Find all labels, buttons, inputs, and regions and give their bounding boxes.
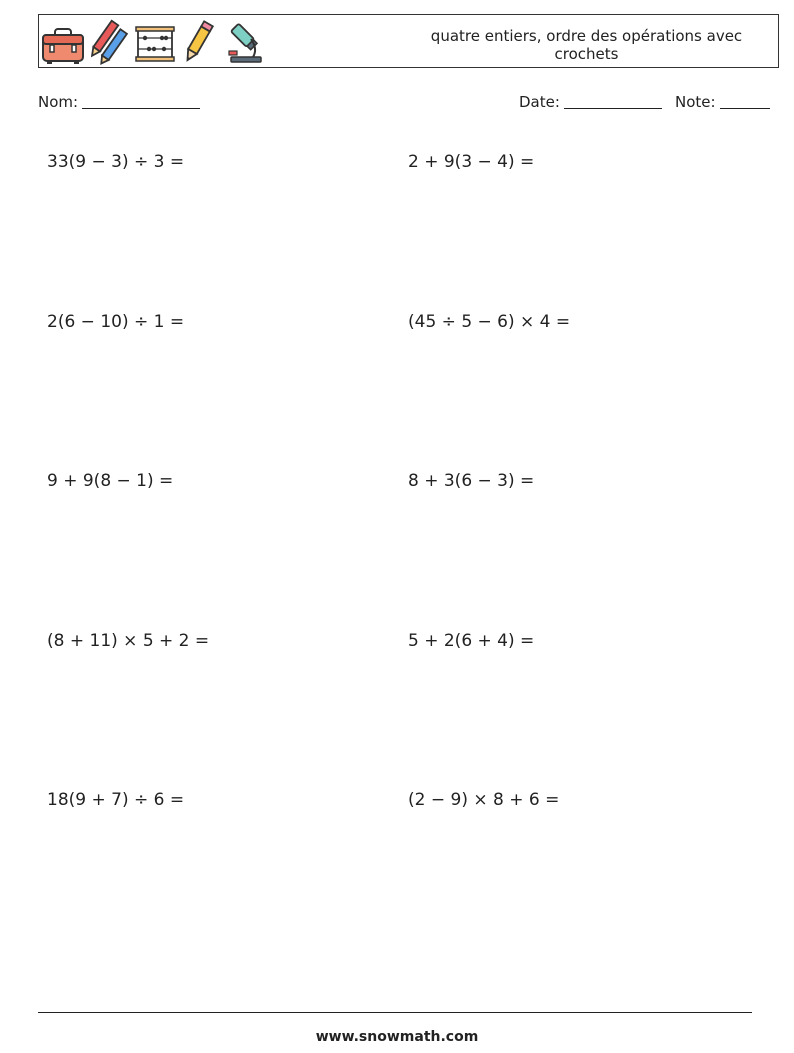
problem-3: 2(6 − 10) ÷ 1 = [47,312,185,332]
problem-7: (8 + 11) × 5 + 2 = [47,631,210,651]
microscope-icon [225,19,265,65]
date-blank-line[interactable] [564,95,662,109]
grade-blank-line[interactable] [720,95,770,109]
name-blank-line[interactable] [82,95,200,109]
problem-10: (2 − 9) × 8 + 6 = [408,790,560,810]
grade-label: Note: [675,93,716,111]
problem-2: 2 + 9(3 − 4) = [408,152,535,172]
problem-4: (45 ÷ 5 − 6) × 4 = [408,312,571,332]
worksheet-header [38,14,779,68]
name-field [38,93,200,111]
abacus-icon [135,19,175,65]
problem-5: 9 + 9(8 − 1) = [47,471,174,491]
name-label: Nom: [38,93,79,111]
worksheet-title: quatre entiers, ordre des opérations avec crochets [430,27,743,63]
pencil-icon [181,19,215,65]
footer-divider [38,1012,752,1013]
problem-8: 5 + 2(6 + 4) = [408,631,535,651]
problem-9: 18(9 + 7) ÷ 6 = [47,790,185,810]
crayons-icon [89,19,129,65]
briefcase-icon [41,19,85,65]
grade-field [675,93,770,111]
footer-site-url[interactable]: www.snowmath.com [315,1029,479,1045]
date-field [519,93,662,111]
problem-1: 33(9 − 3) ÷ 3 = [47,152,185,172]
date-label: Date: [519,93,560,111]
problem-6: 8 + 3(6 − 3) = [408,471,535,491]
